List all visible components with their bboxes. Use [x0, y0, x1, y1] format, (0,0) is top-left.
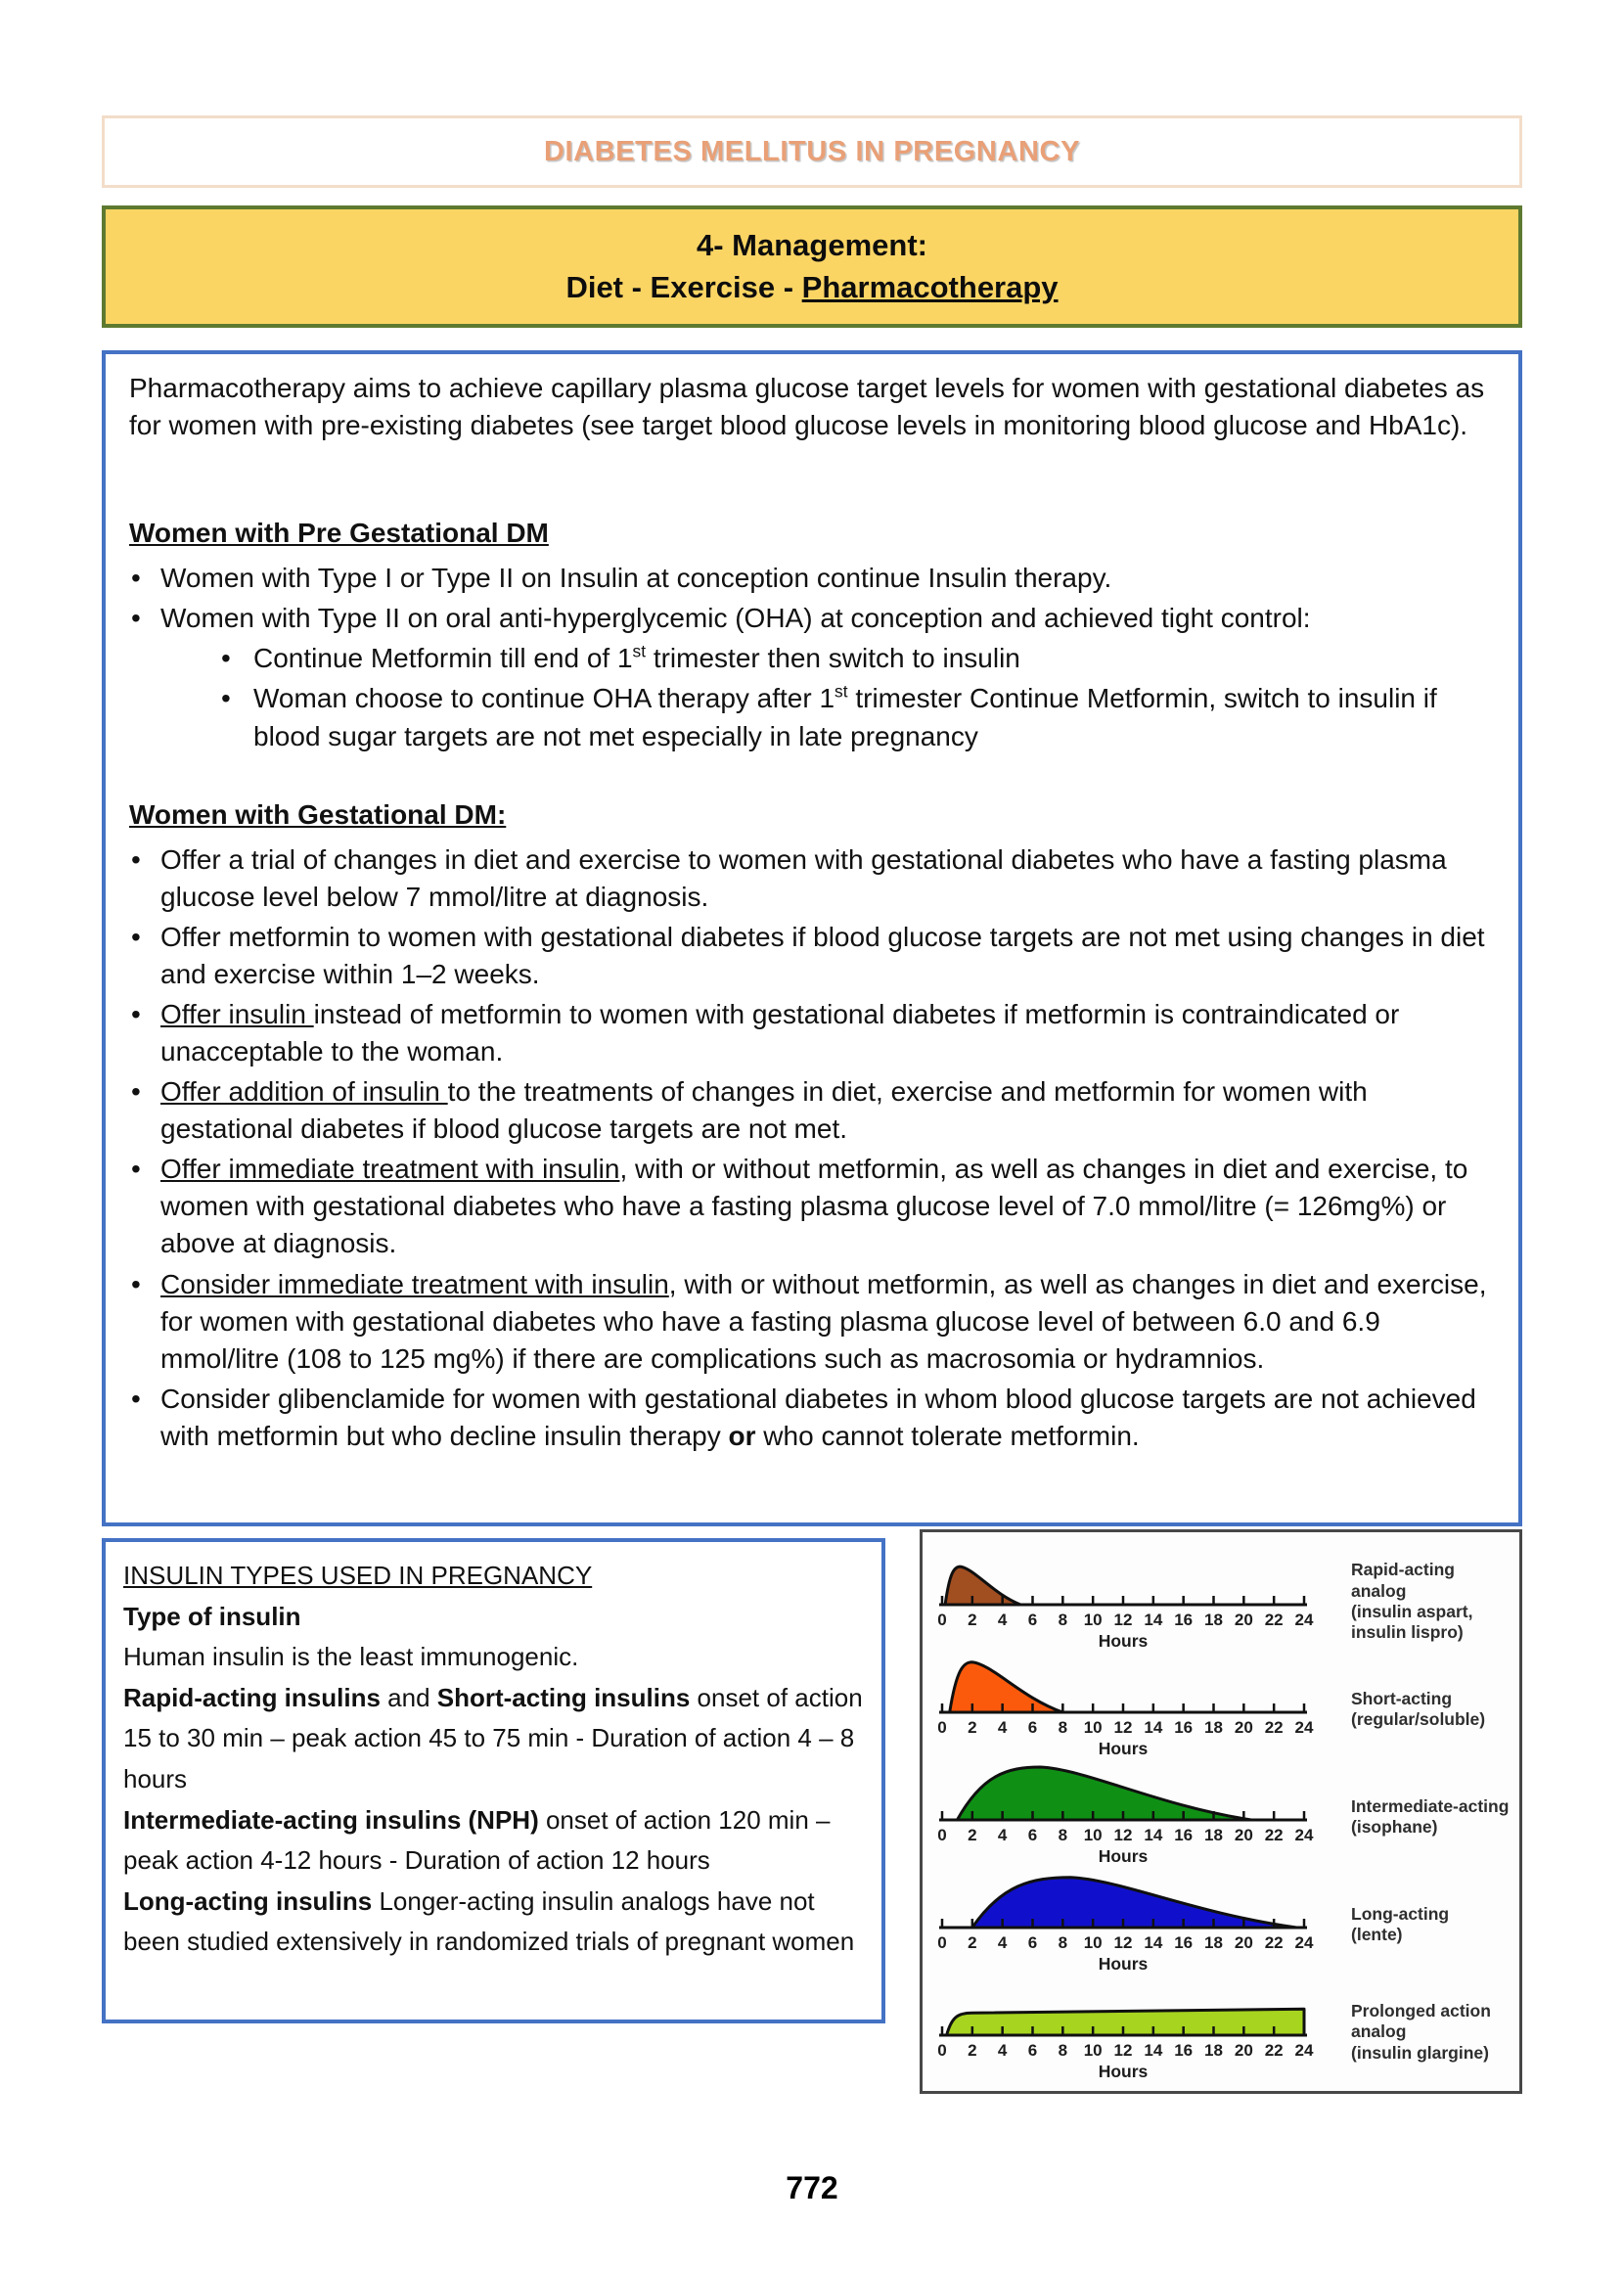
- chart-row-intermediate: [934, 1763, 1513, 1871]
- svg-text:12: 12: [1113, 2041, 1133, 2060]
- svg-text:12: 12: [1113, 1718, 1133, 1737]
- svg-text:24: 24: [1294, 2041, 1314, 2060]
- sub-bullet-item: • Woman choose to continue OHA therapy after 1st trimester Continue Metformin, switch to insulin if blood sugar targets are not met especially in late pregnancy: [160, 680, 1499, 754]
- svg-text:22: 22: [1264, 2041, 1284, 2060]
- pre-gestational-list: [129, 560, 1499, 754]
- prolonged-action-label: Prolonged action analog (insulin glargine): [1351, 2000, 1491, 2063]
- svg-text:Hours: Hours: [1098, 1631, 1149, 1651]
- heading-pre-gestational-dm: Women with Pre Gestational DM: [129, 518, 549, 549]
- svg-text:8: 8: [1058, 1611, 1068, 1629]
- bullet-item: • Women with Type I or Type II on Insulin at conception continue Insulin therapy.: [129, 560, 1499, 597]
- intro-paragraph: Pharmacotherapy aims to achieve capillary plasma glucose target levels for women with gestational diabetes as for women with pre-existing diabetes (see target blood glucose levels in monitoring blood glucose and HbA1c).: [129, 373, 1485, 441]
- long-acting-curve: [934, 1871, 1343, 1978]
- svg-text:2: 2: [968, 2041, 977, 2060]
- insulin-action-chart: [920, 1529, 1522, 2094]
- svg-text:6: 6: [1027, 1718, 1038, 1737]
- pre-gestational-sublist: [160, 640, 1499, 754]
- svg-text:2: 2: [968, 1933, 977, 1952]
- svg-text:16: 16: [1174, 1611, 1194, 1629]
- bullet-item: • Offer addition of insulin to the treatments of changes in diet, exercise and metformin for women with gestational diabetes if blood glucose targets are not met.: [129, 1073, 1499, 1148]
- rapid-acting-curve: [934, 1548, 1343, 1656]
- svg-text:24: 24: [1294, 1826, 1314, 1844]
- svg-text:16: 16: [1174, 1826, 1194, 1844]
- banner-line-1: 4- Management:: [697, 228, 927, 263]
- prolonged-action-curve: [934, 1978, 1343, 2086]
- insulin-line: Rapid-acting insulins and Short-acting insulins onset of action 15 to 30 min – peak action 45 to 75 min - Duration of action 4 – 8 hours: [123, 1682, 863, 1793]
- bullet-item: • Offer metformin to women with gestational diabetes if blood glucose targets are not met using changes in diet and exercise within 1–2 weeks.: [129, 919, 1499, 993]
- svg-text:12: 12: [1113, 1933, 1133, 1952]
- management-banner: [102, 205, 1522, 328]
- svg-text:0: 0: [937, 1611, 947, 1629]
- svg-text:20: 20: [1234, 2041, 1253, 2060]
- svg-text:4: 4: [997, 1611, 1008, 1629]
- svg-text:6: 6: [1027, 2041, 1038, 2060]
- svg-text:10: 10: [1083, 1826, 1103, 1844]
- bullet-item: • Offer a trial of changes in diet and exercise to women with gestational diabetes who have a fasting plasma glucose level below 7 mmol/litre at diagnosis.: [129, 841, 1499, 916]
- short-acting-curve: [934, 1656, 1343, 1763]
- svg-text:Hours: Hours: [1098, 1954, 1149, 1974]
- svg-text:10: 10: [1083, 2041, 1103, 2060]
- svg-text:6: 6: [1027, 1933, 1038, 1952]
- long-acting-plot: [934, 1871, 1343, 1978]
- long-acting-label: Long-acting (lente): [1351, 1903, 1450, 1944]
- svg-text:2: 2: [968, 1718, 977, 1737]
- rapid-acting-label: Rapid-acting analog (insulin aspart, insulin lispro): [1351, 1560, 1473, 1643]
- svg-text:Hours: Hours: [1098, 1846, 1149, 1866]
- page-header: [102, 115, 1522, 188]
- svg-text:22: 22: [1264, 1933, 1284, 1952]
- intermediate-acting-curve: [934, 1763, 1343, 1871]
- heading-gestational-dm: Women with Gestational DM:: [129, 798, 507, 830]
- svg-text:4: 4: [997, 2041, 1008, 2060]
- svg-text:0: 0: [937, 1718, 947, 1737]
- svg-text:6: 6: [1027, 1611, 1038, 1629]
- page-number: 772: [786, 2170, 838, 2205]
- svg-text:4: 4: [997, 1826, 1008, 1844]
- svg-text:22: 22: [1264, 1826, 1284, 1844]
- svg-text:18: 18: [1204, 2041, 1223, 2060]
- svg-text:4: 4: [997, 1718, 1008, 1737]
- insulin-line: Human insulin is the least immunogenic.: [123, 1642, 579, 1672]
- svg-text:22: 22: [1264, 1611, 1284, 1629]
- chart-row-long: [934, 1871, 1513, 1978]
- sub-bullet-item: • Continue Metformin till end of 1st trimester then switch to insulin: [160, 640, 1499, 677]
- svg-text:10: 10: [1083, 1611, 1103, 1629]
- svg-text:18: 18: [1204, 1611, 1223, 1629]
- bullet-item: • Consider immediate treatment with insulin, with or without metformin, as well as changes in diet and exercise, for women with gestational diabetes who have a fasting plasma glucose level of between 6.0 and 6.9 mmol/litre (108 to 125 mg%) if there are complications such as macrosomia or hydramnios.: [129, 1266, 1499, 1378]
- svg-text:14: 14: [1144, 1933, 1163, 1952]
- bullet-item: [129, 600, 1499, 754]
- insulin-line: Type of insulin: [123, 1601, 301, 1631]
- svg-text:24: 24: [1294, 1611, 1314, 1629]
- svg-text:8: 8: [1058, 1826, 1068, 1844]
- rapid-acting-plot: [934, 1548, 1343, 1656]
- svg-text:2: 2: [968, 1611, 977, 1629]
- short-acting-plot: [934, 1656, 1343, 1763]
- svg-text:Hours: Hours: [1098, 1739, 1149, 1758]
- banner-line-2: Diet - Exercise - Pharmacotherapy: [565, 270, 1059, 304]
- bullet-item: • Consider glibenclamide for women with gestational diabetes in whom blood glucose targets are not achieved with metformin but who decline insulin therapy or who cannot tolerate metformin.: [129, 1381, 1499, 1455]
- bullet-item: • Offer insulin instead of metformin to women with gestational diabetes if metformin is contraindicated or unacceptable to the woman.: [129, 996, 1499, 1070]
- gestational-list: [129, 841, 1499, 1455]
- svg-text:0: 0: [937, 1933, 947, 1952]
- svg-text:20: 20: [1234, 1611, 1253, 1629]
- prolonged-action-plot: [934, 1978, 1343, 2086]
- insulin-types-title: INSULIN TYPES USED IN PREGNANCY: [123, 1561, 593, 1590]
- svg-text:0: 0: [937, 2041, 947, 2060]
- svg-text:24: 24: [1294, 1718, 1314, 1737]
- svg-text:12: 12: [1113, 1611, 1133, 1629]
- svg-text:10: 10: [1083, 1933, 1103, 1952]
- svg-text:12: 12: [1113, 1826, 1133, 1844]
- svg-text:10: 10: [1083, 1718, 1103, 1737]
- pharmacotherapy-section: [102, 350, 1522, 1526]
- chart-row-prolonged: [934, 1978, 1513, 2086]
- svg-text:22: 22: [1264, 1718, 1284, 1737]
- document-title: DIABETES MELLITUS IN PREGNANCY: [543, 135, 1081, 167]
- chart-row-short: [934, 1656, 1513, 1763]
- svg-text:2: 2: [968, 1826, 977, 1844]
- svg-text:18: 18: [1204, 1933, 1223, 1952]
- svg-text:16: 16: [1174, 2041, 1194, 2060]
- svg-text:Hours: Hours: [1098, 2062, 1149, 2081]
- bullet-text: Women with Type II on oral anti-hyperglycemic (OHA) at conception and achieved tight control:: [160, 603, 1311, 634]
- svg-text:14: 14: [1144, 1718, 1163, 1737]
- svg-text:18: 18: [1204, 1826, 1223, 1844]
- insulin-line: Long-acting insulins Longer-acting insulin analogs have not been studied extensively in randomized trials of pregnant women: [123, 1885, 855, 1957]
- svg-text:18: 18: [1204, 1718, 1223, 1737]
- bullet-item: • Offer immediate treatment with insulin, with or without metformin, as well as changes in diet and exercise, to women with gestational diabetes who have a fasting plasma glucose level of 7.0 mmol/litre (= 126mg%) or above at diagnosis.: [129, 1151, 1499, 1262]
- intermediate-acting-label: Intermediate-acting (isophane): [1351, 1795, 1510, 1837]
- svg-text:8: 8: [1058, 1933, 1068, 1952]
- svg-text:20: 20: [1234, 1933, 1253, 1952]
- svg-text:20: 20: [1234, 1826, 1253, 1844]
- svg-text:4: 4: [997, 1933, 1008, 1952]
- svg-text:16: 16: [1174, 1718, 1194, 1737]
- svg-text:14: 14: [1144, 1826, 1163, 1844]
- intermediate-acting-plot: [934, 1763, 1343, 1871]
- svg-text:14: 14: [1144, 1611, 1163, 1629]
- chart-row-rapid: [934, 1548, 1513, 1656]
- svg-text:6: 6: [1027, 1826, 1038, 1844]
- svg-text:24: 24: [1294, 1933, 1314, 1952]
- svg-text:8: 8: [1058, 2041, 1068, 2060]
- svg-text:0: 0: [937, 1826, 947, 1844]
- svg-text:20: 20: [1234, 1718, 1253, 1737]
- insulin-line: Intermediate-acting insulins (NPH) onset of action 120 min – peak action 4-12 hours - Duration of action 12 hours: [123, 1804, 831, 1876]
- svg-text:8: 8: [1058, 1718, 1068, 1737]
- insulin-types-box: [102, 1538, 885, 2023]
- svg-text:16: 16: [1174, 1933, 1194, 1952]
- short-acting-label: Short-acting (regular/soluble): [1351, 1688, 1486, 1729]
- svg-text:14: 14: [1144, 2041, 1163, 2060]
